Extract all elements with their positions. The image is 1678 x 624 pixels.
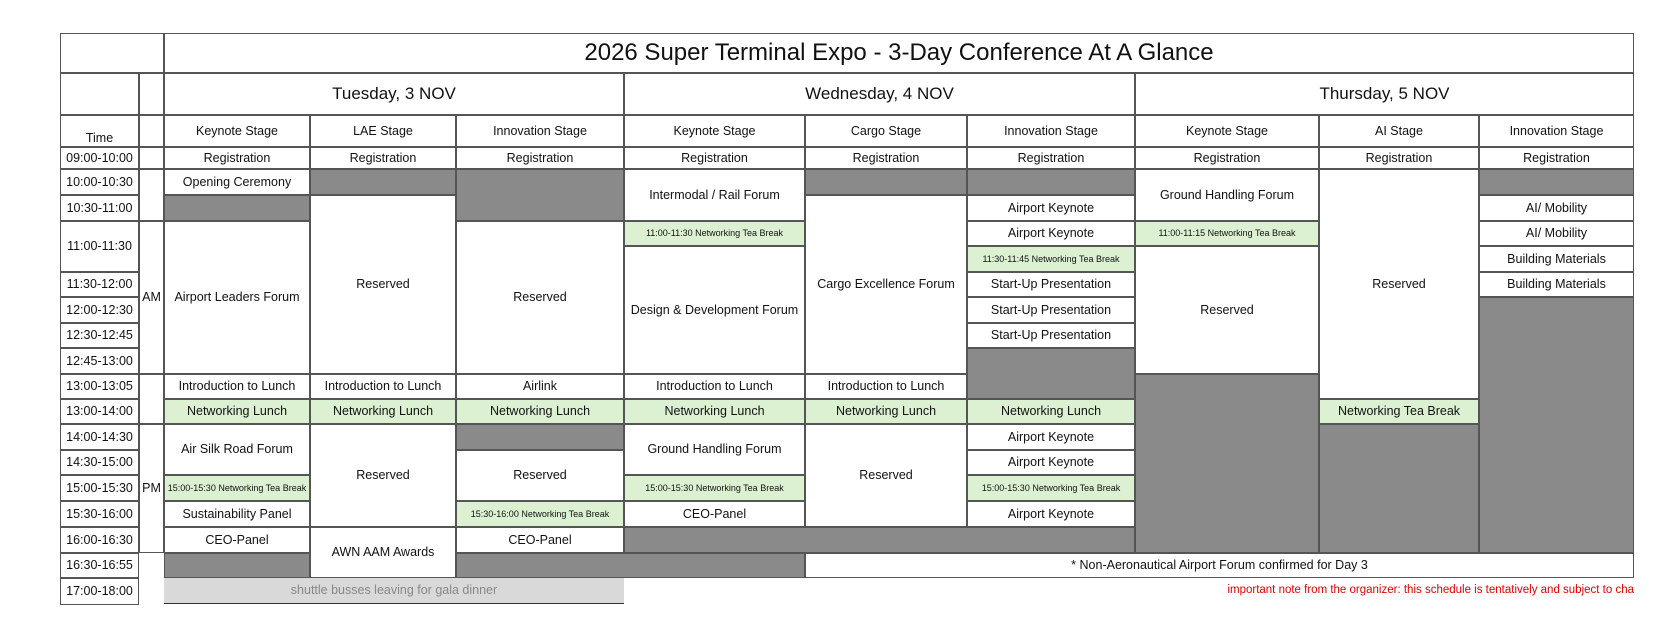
session-airport-keynote: Airport Keynote xyxy=(967,195,1135,221)
session-reserved: Reserved xyxy=(1319,169,1479,399)
time-slot: 09:00-10:00 xyxy=(60,147,139,169)
session-tea-break: 11:00-11:15 Networking Tea Break xyxy=(1135,221,1319,246)
time-slot: 10:30-11:00 xyxy=(60,195,139,221)
session-networking-lunch: Networking Lunch xyxy=(456,399,624,424)
session-registration: Registration xyxy=(164,147,310,169)
divider xyxy=(164,603,624,604)
session-registration: Registration xyxy=(1135,147,1319,169)
session-networking-lunch: Networking Lunch xyxy=(624,399,805,424)
session-intro-lunch: Introduction to Lunch xyxy=(805,374,967,399)
session-reserved: Reserved xyxy=(310,424,456,527)
session-registration: Registration xyxy=(967,147,1135,169)
session-tea-break: 15:30-16:00 Networking Tea Break xyxy=(456,501,624,527)
session-reserved: Reserved xyxy=(310,195,456,374)
period-blank-cell xyxy=(139,115,164,147)
session-reserved: Reserved xyxy=(805,424,967,527)
period-cell xyxy=(139,374,164,424)
stage-header: LAE Stage xyxy=(310,115,456,147)
session-registration: Registration xyxy=(624,147,805,169)
session-air-silk-road-forum: Air Silk Road Forum xyxy=(164,424,310,475)
session-startup-presentation: Start-Up Presentation xyxy=(967,297,1135,323)
time-slot: 11:30-12:00 xyxy=(60,272,139,297)
session-ai-mobility: AI/ Mobility xyxy=(1479,195,1634,221)
session-ground-handling-forum: Ground Handling Forum xyxy=(1135,169,1319,221)
session-intro-lunch: Introduction to Lunch xyxy=(164,374,310,399)
session-sustainability-panel: Sustainability Panel xyxy=(164,501,310,527)
session-networking-lunch: Networking Lunch xyxy=(310,399,456,424)
unscheduled-block xyxy=(456,553,805,578)
session-startup-presentation: Start-Up Presentation xyxy=(967,272,1135,297)
stage-header: Innovation Stage xyxy=(1479,115,1634,147)
day-header-tuesday: Tuesday, 3 NOV xyxy=(164,73,624,115)
session-tea-break: 15:00-15:30 Networking Tea Break xyxy=(967,475,1135,501)
period-am-label: AM xyxy=(139,221,164,374)
time-slot: 12:45-13:00 xyxy=(60,348,139,374)
session-registration: Registration xyxy=(456,147,624,169)
time-slot: 11:00-11:30 xyxy=(60,221,139,272)
time-slot: 12:30-12:45 xyxy=(60,323,139,348)
time-slot: 15:00-15:30 xyxy=(60,475,139,501)
day-header-wednesday: Wednesday, 4 NOV xyxy=(624,73,1135,115)
session-airport-keynote: Airport Keynote xyxy=(967,424,1135,450)
unscheduled-block xyxy=(456,424,624,450)
session-ground-handling-forum: Ground Handling Forum xyxy=(624,424,805,475)
session-airport-leaders-forum: Airport Leaders Forum xyxy=(164,221,310,374)
session-tea-break: 15:00-15:30 Networking Tea Break xyxy=(624,475,805,501)
session-networking-lunch: Networking Lunch xyxy=(967,399,1135,424)
session-reserved: Reserved xyxy=(456,221,624,374)
unscheduled-block xyxy=(310,169,456,195)
session-reserved: Reserved xyxy=(1135,246,1319,374)
stage-header: Keynote Stage xyxy=(1135,115,1319,147)
session-ceo-panel: CEO-Panel xyxy=(456,527,624,553)
session-intro-lunch: Introduction to Lunch xyxy=(310,374,456,399)
unscheduled-block xyxy=(1319,424,1479,553)
stage-header: Innovation Stage xyxy=(456,115,624,147)
session-airlink: Airlink xyxy=(456,374,624,399)
corner-blank-cell xyxy=(60,33,164,73)
period-pm-label: PM xyxy=(139,424,164,553)
unscheduled-block xyxy=(1479,297,1634,553)
time-slot: 12:00-12:30 xyxy=(60,297,139,323)
session-registration: Registration xyxy=(1319,147,1479,169)
time-slot: 10:00-10:30 xyxy=(60,169,139,195)
time-column-header: Time xyxy=(60,115,139,147)
time-slot: 13:00-14:00 xyxy=(60,399,139,424)
note-non-aeronautical-forum: * Non-Aeronautical Airport Forum confirmed for Day 3 xyxy=(805,553,1634,578)
unscheduled-block xyxy=(624,527,1135,553)
time-slot: 14:00-14:30 xyxy=(60,424,139,450)
note-organizer-warning: important note from the organizer: this schedule is tentatively and subject to cha xyxy=(1227,583,1634,596)
session-cargo-excellence-forum: Cargo Excellence Forum xyxy=(805,195,967,374)
corner-blank-cell xyxy=(60,73,139,115)
unscheduled-block xyxy=(967,169,1135,195)
session-tea-break: 15:00-15:30 Networking Tea Break xyxy=(164,475,310,501)
session-startup-presentation: Start-Up Presentation xyxy=(967,323,1135,348)
session-registration: Registration xyxy=(1479,147,1634,169)
period-cell xyxy=(139,169,164,221)
note-shuttle-busses: shuttle busses leaving for gala dinner xyxy=(164,578,624,603)
session-tea-break: 11:00-11:30 Networking Tea Break xyxy=(624,221,805,246)
period-blank-cell xyxy=(139,73,164,115)
session-building-materials: Building Materials xyxy=(1479,246,1634,272)
session-opening-ceremony: Opening Ceremony xyxy=(164,169,310,195)
session-tea-break: 11:30-11:45 Networking Tea Break xyxy=(967,246,1135,272)
unscheduled-block xyxy=(164,195,310,221)
unscheduled-block xyxy=(967,348,1135,399)
period-cell xyxy=(139,147,164,169)
session-networking-lunch: Networking Lunch xyxy=(805,399,967,424)
stage-header: Innovation Stage xyxy=(967,115,1135,147)
unscheduled-block xyxy=(805,169,967,195)
session-ceo-panel: CEO-Panel xyxy=(624,501,805,527)
stage-header: Keynote Stage xyxy=(164,115,310,147)
session-networking-tea-break: Networking Tea Break xyxy=(1319,399,1479,424)
session-intermodal-rail-forum: Intermodal / Rail Forum xyxy=(624,169,805,221)
time-slot: 13:00-13:05 xyxy=(60,374,139,399)
time-slot: 14:30-15:00 xyxy=(60,450,139,475)
session-ai-mobility: AI/ Mobility xyxy=(1479,221,1634,246)
time-slot: 16:30-16:55 xyxy=(60,553,139,578)
session-reserved: Reserved xyxy=(456,450,624,501)
time-slot: 17:00-18:00 xyxy=(60,578,139,605)
time-slot: 16:00-16:30 xyxy=(60,527,139,553)
unscheduled-block xyxy=(1135,374,1319,553)
session-airport-keynote: Airport Keynote xyxy=(967,450,1135,475)
session-design-development-forum: Design & Development Forum xyxy=(624,246,805,374)
session-building-materials: Building Materials xyxy=(1479,272,1634,297)
session-registration: Registration xyxy=(310,147,456,169)
session-networking-lunch: Networking Lunch xyxy=(164,399,310,424)
unscheduled-block xyxy=(164,553,310,578)
stage-header: AI Stage xyxy=(1319,115,1479,147)
unscheduled-block xyxy=(456,169,624,221)
session-airport-keynote: Airport Keynote xyxy=(967,501,1135,527)
session-registration: Registration xyxy=(805,147,967,169)
stage-header: Cargo Stage xyxy=(805,115,967,147)
session-ceo-panel: CEO-Panel xyxy=(164,527,310,553)
session-airport-keynote: Airport Keynote xyxy=(967,221,1135,246)
time-slot: 15:30-16:00 xyxy=(60,501,139,527)
page-title: 2026 Super Terminal Expo - 3-Day Conference At A Glance xyxy=(164,33,1634,73)
session-intro-lunch: Introduction to Lunch xyxy=(624,374,805,399)
unscheduled-block xyxy=(1479,169,1634,195)
stage-header: Keynote Stage xyxy=(624,115,805,147)
session-awn-aam-awards: AWN AAM Awards xyxy=(310,527,456,578)
day-header-thursday: Thursday, 5 NOV xyxy=(1135,73,1634,115)
